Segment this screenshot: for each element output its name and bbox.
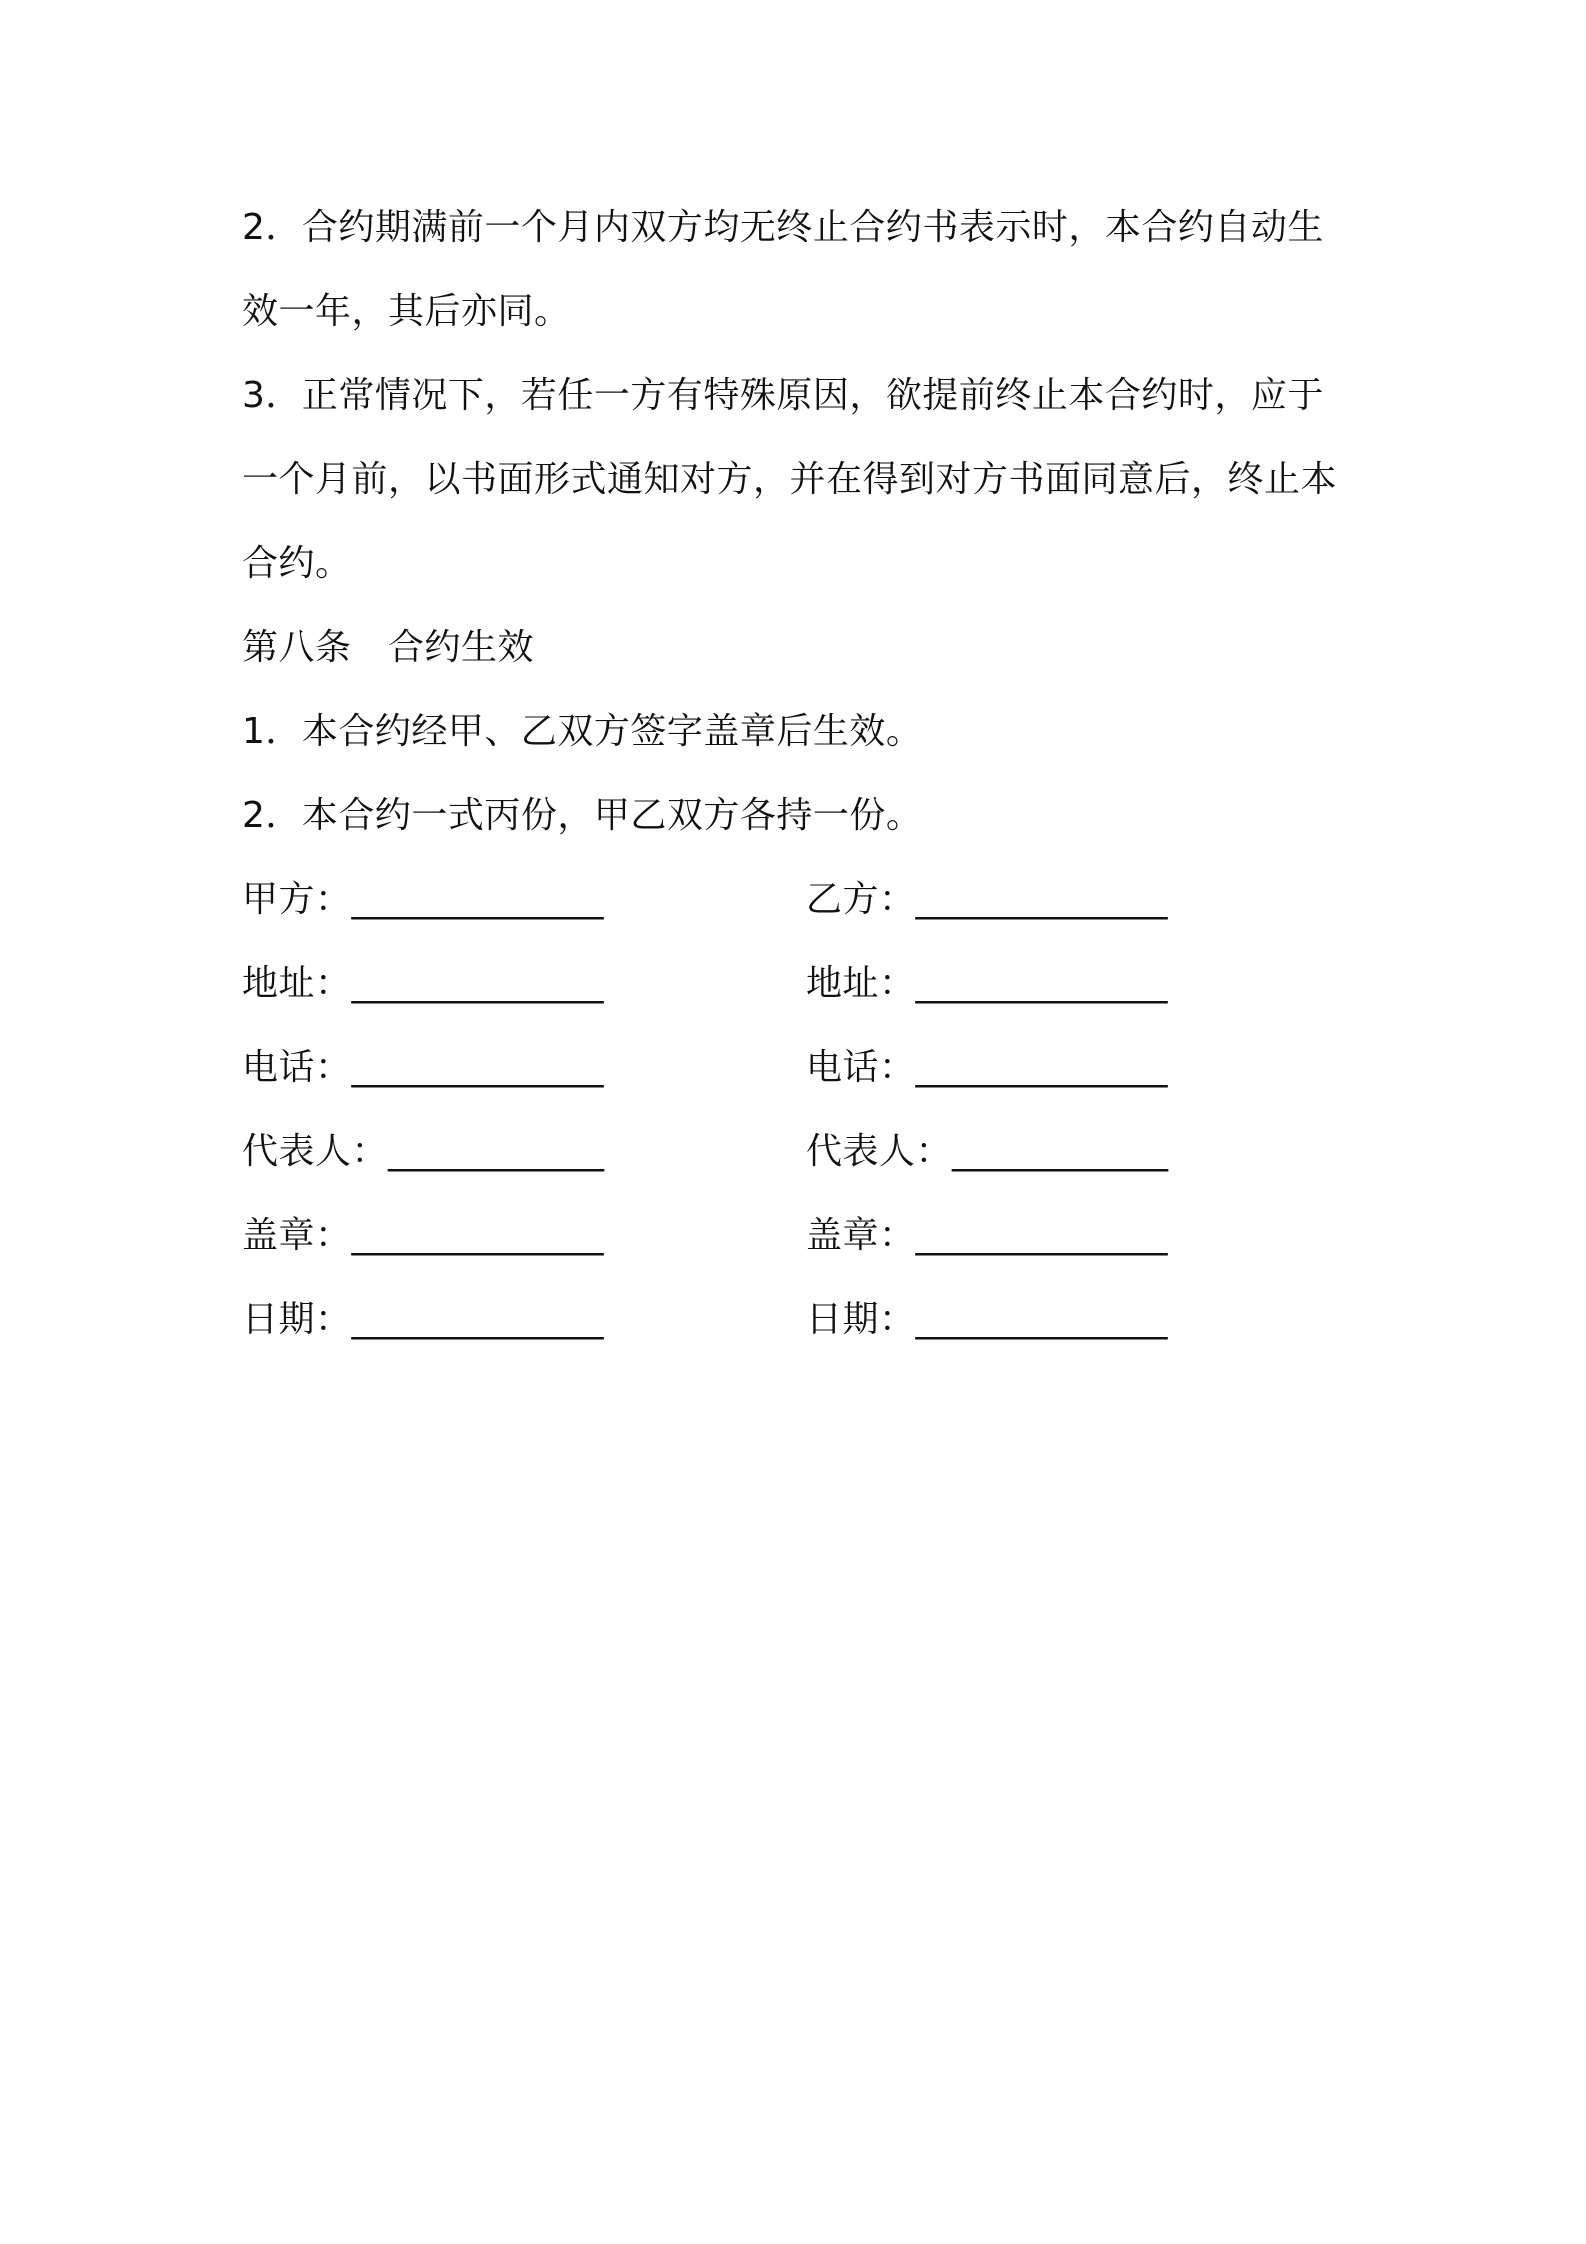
party-b-name-blank: ______________ bbox=[915, 879, 1168, 920]
party-a-name-label: 甲方： bbox=[242, 879, 352, 920]
party-a-phone-blank: ______________ bbox=[351, 1047, 604, 1088]
party-b-address-label: 地址： bbox=[806, 963, 916, 1004]
party-a-name-field bbox=[242, 878, 604, 922]
party-a-representative-label: 代表人： bbox=[242, 1131, 389, 1172]
party-b-address-field bbox=[806, 962, 1168, 1006]
party-a-date-blank: ______________ bbox=[351, 1299, 604, 1340]
party-a-date-field bbox=[242, 1298, 604, 1342]
party-b-seal-label: 盖章： bbox=[806, 1215, 916, 1256]
clause-7-item-2-line-1: 2．合约期满前一个月内双方均无终止合约书表示时，本合约自动生 bbox=[242, 207, 1324, 248]
party-a-representative-blank: ____________ bbox=[388, 1131, 605, 1172]
party-a-date-label: 日期： bbox=[242, 1299, 352, 1340]
party-b-date-label: 日期： bbox=[806, 1299, 916, 1340]
party-a-address-field bbox=[242, 962, 604, 1006]
party-a-phone-field bbox=[242, 1046, 604, 1090]
party-a-address-blank: ______________ bbox=[351, 963, 604, 1004]
party-b-date-blank: ______________ bbox=[915, 1299, 1168, 1340]
clause-8-item-1: 1．本合约经甲、乙双方签字盖章后生效。 bbox=[242, 711, 923, 752]
party-b-seal-blank: ______________ bbox=[915, 1215, 1168, 1256]
party-a-representative-field bbox=[242, 1130, 604, 1174]
clause-7-item-3-line-3: 合约。 bbox=[242, 543, 352, 584]
clause-7-item-2-line-2: 效一年，其后亦同。 bbox=[242, 291, 571, 332]
party-b-seal-field bbox=[806, 1214, 1168, 1258]
party-a-seal-field bbox=[242, 1214, 604, 1258]
party-b-representative-field bbox=[806, 1130, 1168, 1174]
clause-8-item-2: 2．本合约一式丙份，甲乙双方各持一份。 bbox=[242, 795, 923, 836]
party-a-seal-label: 盖章： bbox=[242, 1215, 352, 1256]
party-b-representative-label: 代表人： bbox=[806, 1131, 953, 1172]
party-b-representative-blank: ____________ bbox=[952, 1131, 1169, 1172]
party-b-phone-blank: ______________ bbox=[915, 1047, 1168, 1088]
party-a-seal-blank: ______________ bbox=[351, 1215, 604, 1256]
clause-7-item-3-line-2: 一个月前，以书面形式通知对方，并在得到对方书面同意后，终止本 bbox=[242, 459, 1338, 500]
clause-8-heading: 第八条 合约生效 bbox=[242, 627, 535, 668]
party-b-name-field bbox=[806, 878, 1168, 922]
party-b-phone-label: 电话： bbox=[806, 1047, 916, 1088]
clause-7-item-3-line-1: 3．正常情况下，若任一方有特殊原因，欲提前终止本合约时，应于 bbox=[242, 375, 1324, 416]
party-b-phone-field bbox=[806, 1046, 1168, 1090]
party-b-address-blank: ______________ bbox=[915, 963, 1168, 1004]
party-a-phone-label: 电话： bbox=[242, 1047, 352, 1088]
party-a-name-blank: ______________ bbox=[351, 879, 604, 920]
party-b-name-label: 乙方： bbox=[806, 879, 916, 920]
party-a-address-label: 地址： bbox=[242, 963, 352, 1004]
party-b-date-field bbox=[806, 1298, 1168, 1342]
